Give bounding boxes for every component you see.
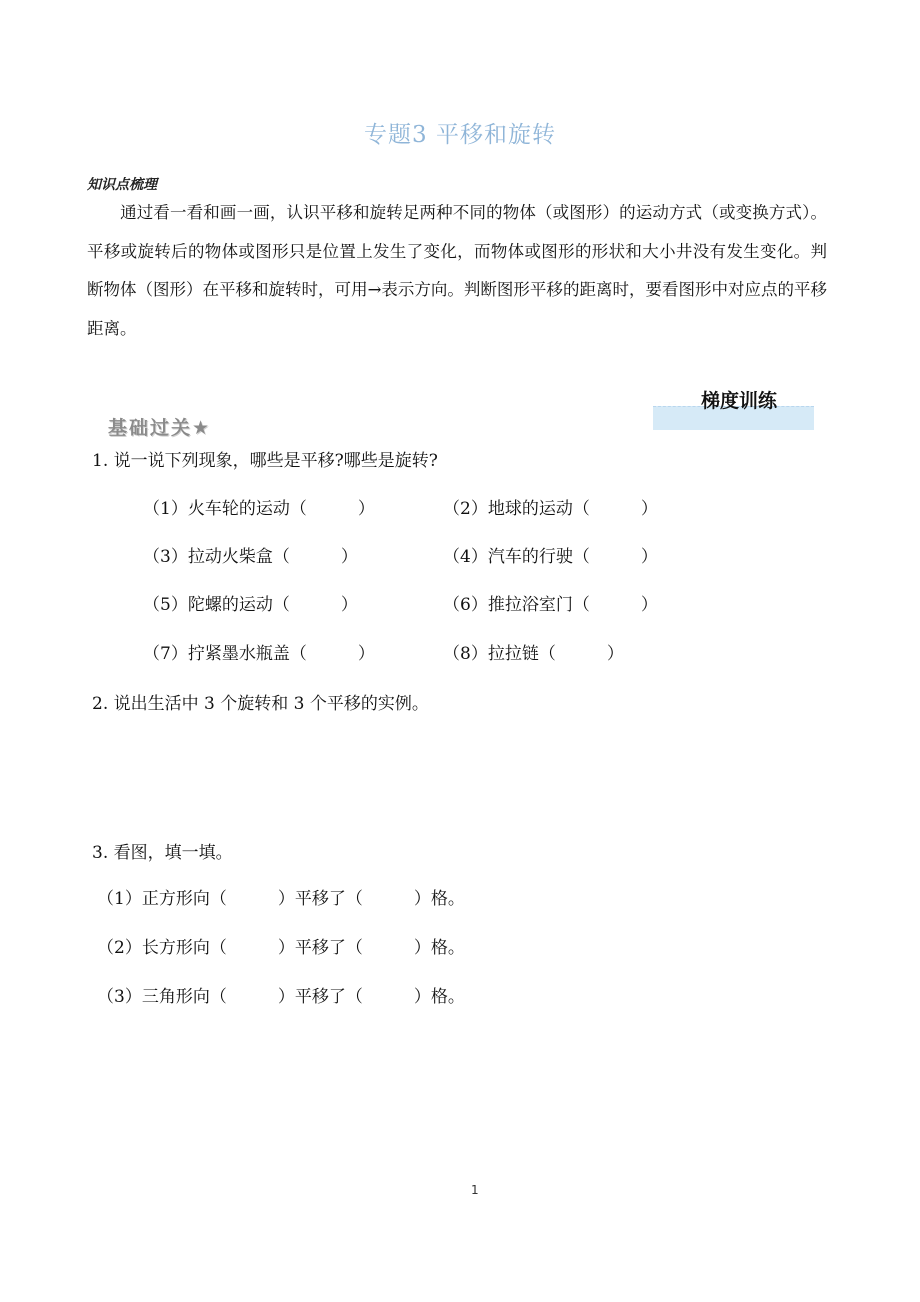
- basics-label: 基础过关★: [108, 417, 212, 439]
- question-3-prompt: 3. 看图，填一填。: [92, 843, 233, 863]
- question-1-prompt: 1. 说一说下列现象，哪些是平移?哪些是旋转?: [92, 451, 438, 471]
- page-title: 专题3 平移和旋转: [364, 122, 556, 148]
- q1-item: （2）地球的运动（ ）: [443, 499, 658, 519]
- q1-item: （4）汽车的行驶（ ）: [443, 547, 658, 567]
- q1-item: （8）拉拉链（ ）: [443, 644, 624, 664]
- intro-text: 通过看一看和画一画，认识平移和旋转足两种不同的物体（或图形）的运动方式（或变换方式）。平移或旋转后的物体或图形只是位置上发生了变化，而物体或图形的形状和大小井没有发生变化。判断物体（图形）在平移和旋转时，可用→表示方向。判断图形平移的距离时，要看图形中对应点的平移距离。: [87, 203, 827, 338]
- intro-paragraph: [87, 194, 827, 348]
- q1-item: （3）拉动火柴盒（ ）: [143, 547, 358, 567]
- q3-item: （3）三角形向（ ）平移了（ ）格。: [97, 987, 465, 1007]
- q1-item: （6）推拉浴室门（ ）: [443, 595, 658, 615]
- q1-item: （5）陀螺的运动（ ）: [143, 595, 358, 615]
- q3-item: （1）正方形向（ ）平移了（ ）格。: [97, 889, 465, 909]
- q3-item: （2）长方形向（ ）平移了（ ）格。: [97, 938, 465, 958]
- question-2-prompt: 2. 说出生活中 3 个旋转和 3 个平移的实例。: [92, 694, 429, 714]
- q1-item: （1）火车轮的运动（ ）: [143, 499, 375, 519]
- training-label: 梯度训练: [701, 390, 778, 412]
- q1-item: （7）拧紧墨水瓶盖（ ）: [143, 644, 375, 664]
- knowledge-heading: 知识点梳理: [87, 177, 157, 193]
- page-number: 1: [471, 1183, 479, 1197]
